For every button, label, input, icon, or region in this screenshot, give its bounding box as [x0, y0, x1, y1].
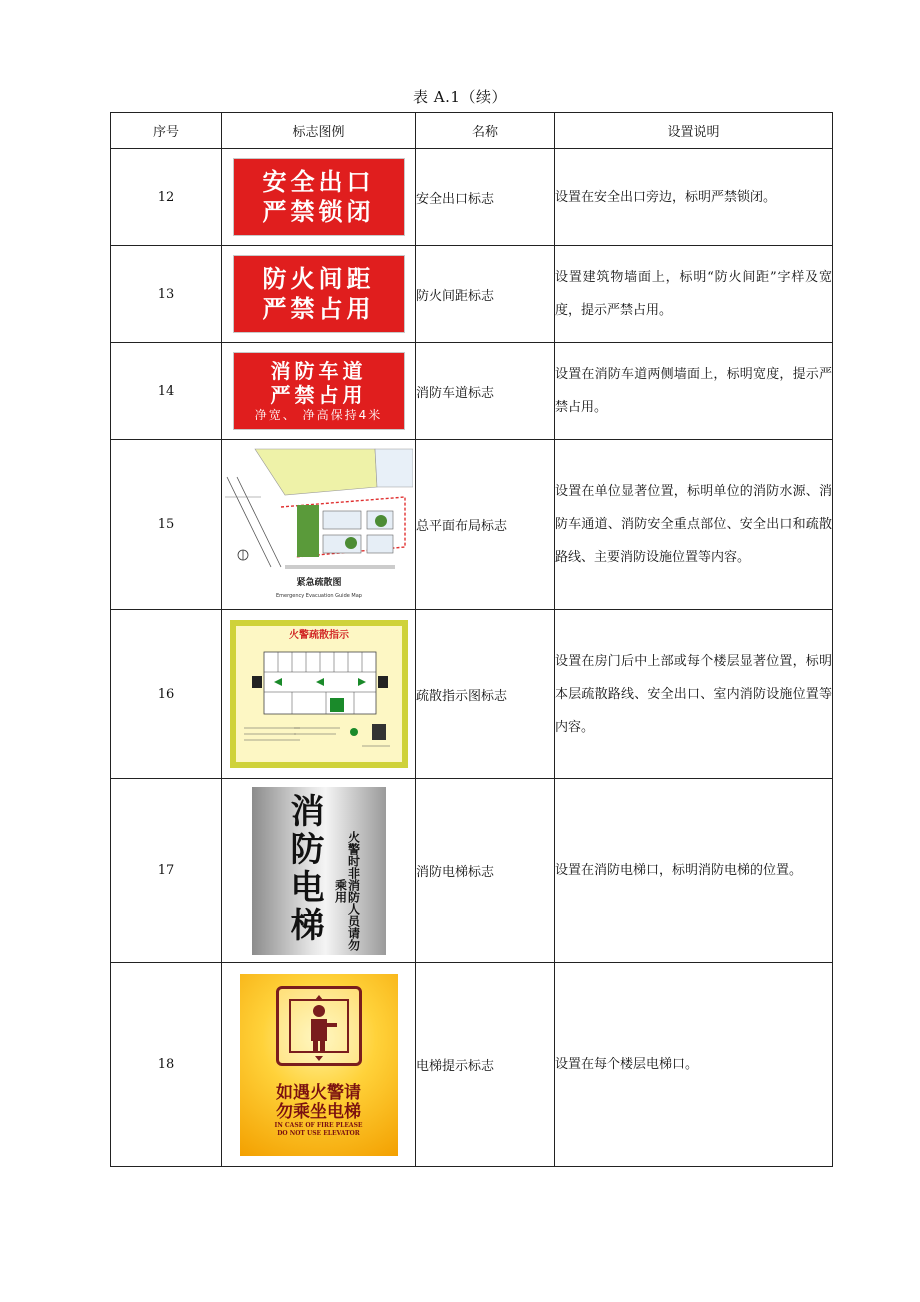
- table-row: [111, 610, 833, 779]
- sign-description: 设置在消防车道两侧墙面上，标明宽度，提示严禁占用。: [555, 343, 833, 440]
- table-row: [111, 149, 833, 246]
- header-name: 名称: [416, 113, 555, 149]
- person-icon: [279, 989, 359, 1063]
- sign-line2: 严禁占用: [270, 383, 367, 407]
- table-row: [111, 343, 833, 440]
- sign-line3: 净宽、 净高保持4米: [254, 408, 383, 422]
- elevator-door-icon: [276, 986, 362, 1066]
- exit-sign-image: [233, 158, 405, 236]
- sign-cell: [222, 610, 416, 779]
- row-index: 12: [111, 149, 222, 246]
- sign-description: 设置建筑物墙面上，标明“防火间距”字样及宽度，提示严禁占用。: [555, 246, 833, 343]
- header-legend: 标志图例: [222, 113, 416, 149]
- sign-line1: 防火间距: [262, 265, 375, 293]
- sign-cell: [222, 343, 416, 440]
- sign-name: 防火间距标志: [416, 246, 555, 343]
- fire-elevator-note: 火警时非消防人员请勿乘用: [333, 830, 361, 951]
- sign-name: 消防电梯标志: [416, 779, 555, 963]
- header-description: 设置说明: [555, 113, 833, 149]
- warning-en2: DO NOT USE ELEVATOR: [277, 1129, 360, 1137]
- big-char: 电: [290, 867, 325, 908]
- signs-table: [110, 112, 833, 1167]
- table-row: [111, 779, 833, 963]
- sign-cell: [222, 779, 416, 963]
- sign-line1: 消防车道: [270, 359, 367, 383]
- warning-line2: 勿乘坐电梯: [276, 1101, 361, 1122]
- warning-en1: IN CASE OF FIRE PLEASE: [274, 1121, 363, 1129]
- sign-line2: 严禁锁闭: [262, 198, 375, 226]
- evacuation-map-image: [230, 620, 408, 768]
- row-index: 16: [111, 610, 222, 779]
- big-char: 梯: [290, 905, 325, 946]
- sign-description: 设置在安全出口旁边，标明严禁锁闭。: [555, 149, 833, 246]
- sign-description: 设置在每个楼层电梯口。: [555, 963, 833, 1167]
- row-index: 14: [111, 343, 222, 440]
- table-row: [111, 963, 833, 1167]
- sign-name: 消防车道标志: [416, 343, 555, 440]
- row-index: 18: [111, 963, 222, 1167]
- table-row: [111, 440, 833, 610]
- sign-line1: 安全出口: [262, 168, 375, 196]
- big-char: 消: [290, 791, 325, 832]
- sign-cell: [222, 440, 416, 610]
- sign-description: 设置在单位显著位置，标明单位的消防水源、消防车通道、消防安全重点部位、安全出口和疏散路线、主要消防设施位置等内容。: [555, 440, 833, 610]
- elevator-warning-english: [240, 1122, 398, 1138]
- row-index: 15: [111, 440, 222, 610]
- plan-title: 紧急疏散图: [295, 577, 342, 588]
- evac-title: 火警疏散指示: [288, 630, 349, 641]
- sign-name: 疏散指示图标志: [416, 610, 555, 779]
- site-plan-image: [225, 447, 413, 603]
- elevator-warning-sign-image: [240, 974, 398, 1156]
- table-row: [111, 246, 833, 343]
- header-index: 序号: [111, 113, 222, 149]
- sign-name: 总平面布局标志: [416, 440, 555, 610]
- fire-spacing-sign-image: [233, 255, 405, 333]
- sign-name: 电梯提示标志: [416, 963, 555, 1167]
- sign-cell: [222, 149, 416, 246]
- sign-cell: [222, 246, 416, 343]
- elevator-warning-text: [240, 1084, 398, 1122]
- sign-line2: 严禁占用: [262, 295, 375, 323]
- sign-description: 设置在房门后中上部或每个楼层显著位置，标明本层疏散路线、安全出口、室内消防设施位置等内容。: [555, 610, 833, 779]
- fire-elevator-sign-image: [252, 787, 386, 955]
- sign-cell: [222, 963, 416, 1167]
- fire-elevator-big-text: [286, 793, 330, 945]
- sign-name: 安全出口标志: [416, 149, 555, 246]
- fire-lane-sign-image: [233, 352, 405, 430]
- plan-subtitle: Emergency Evacuation Guide Map: [275, 592, 362, 599]
- warning-line1: 如遇火警请: [276, 1082, 361, 1103]
- table-header-row: [111, 113, 833, 149]
- big-char: 防: [290, 829, 325, 870]
- sign-description: 设置在消防电梯口，标明消防电梯的位置。: [555, 779, 833, 963]
- table-caption: 表 A.1（续）: [413, 88, 507, 106]
- row-index: 17: [111, 779, 222, 963]
- row-index: 13: [111, 246, 222, 343]
